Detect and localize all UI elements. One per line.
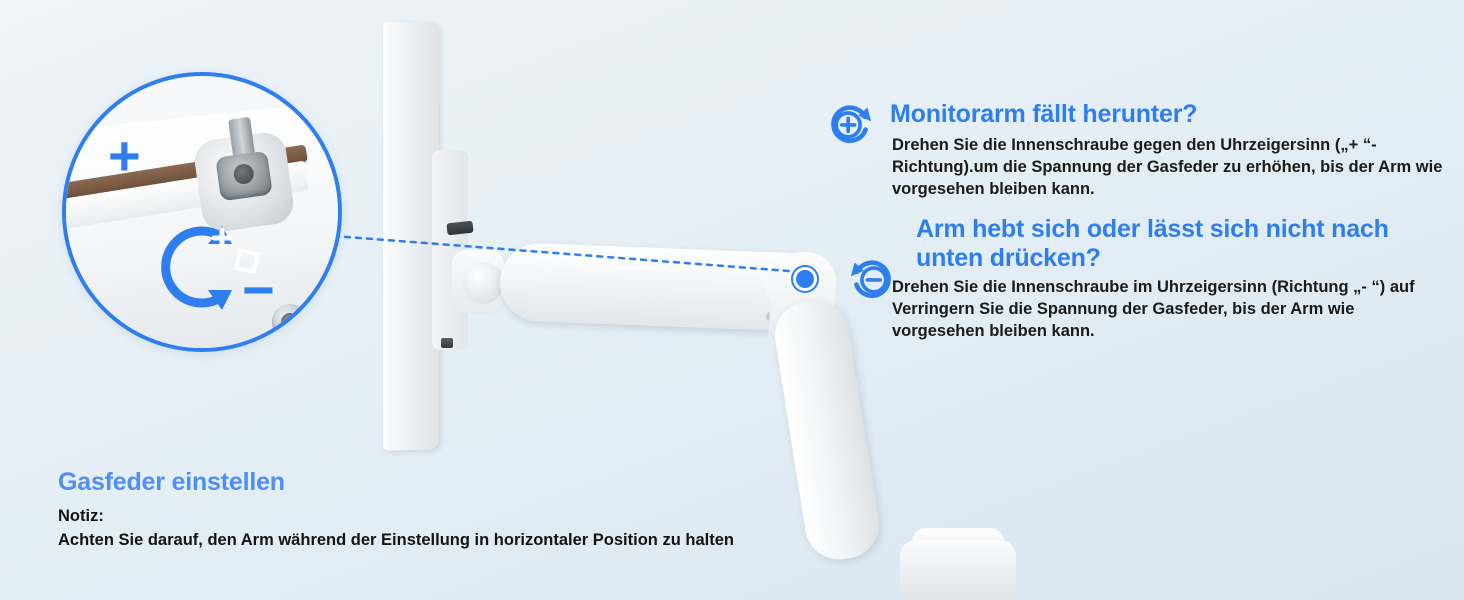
bottom-note-line-1: Notiz: (58, 507, 104, 525)
bracket-screw-lower-icon (441, 338, 453, 348)
magnified-side-knob-icon (272, 304, 308, 340)
callout-body-minus: Drehen Sie die Innenschraube im Uhrzeigersinn (Richtung „- “) auf Verringern Sie die Spannung der Gasfeder, bis der Arm wie vorgesehen bleiben kann. (892, 277, 1415, 340)
minus-circle-arrow-icon (850, 257, 894, 301)
magnified-minus-label: − (242, 258, 275, 321)
magnified-detail-circle (62, 72, 342, 352)
callout-block-minus (828, 215, 1448, 343)
callout-endpoint-marker (793, 267, 817, 291)
callout-heading-plus: Monitorarm fällt herunter? (890, 100, 1198, 128)
callout-block-plus (828, 100, 1448, 201)
plus-circle-arrow-icon (828, 102, 872, 146)
magnified-plus-label: + (108, 124, 141, 187)
monitor-arm-desk-clamp (900, 540, 1016, 600)
instructions-panel (828, 100, 1448, 349)
callout-heading-minus: Arm hebt sich oder lässt sich nicht nach unten drücken? (916, 214, 1389, 272)
bottom-note-line-2: Achten Sie darauf, den Arm während der Einstellung in horizontaler Position zu halten (58, 530, 734, 549)
bottom-note-block (58, 468, 818, 553)
callout-body-plus: Drehen Sie die Innenschraube gegen den Uhrzeigersinn („+ “-Richtung).um die Spannung der Gasfeder zu erhöhen, bis der Arm wie vorgesehen bleiben kann. (892, 136, 1443, 198)
magnified-inner-screw-icon (215, 151, 273, 202)
screw-direction-marks-icon (208, 226, 268, 286)
callout-connector-line (330, 180, 850, 310)
bottom-note-title: Gasfeder einstellen (58, 468, 285, 496)
